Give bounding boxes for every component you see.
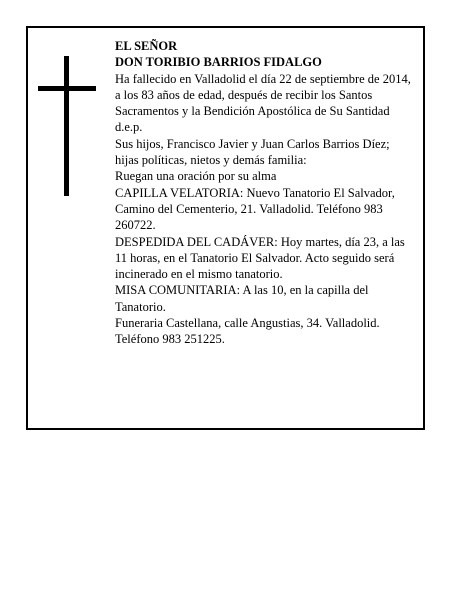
- funeral-farewell-paragraph: DESPEDIDA DEL CADÁVER: Hoy martes, día 23, a las 11 horas, en el Tanatorio El Salvador. Acto seguido será incinerado en el mismo tanatorio.: [115, 234, 405, 282]
- wake-chapel-paragraph: CAPILLA VELATORIA: Nuevo Tanatorio El Salvador, Camino del Cementerio, 21. Valladolid. Teléfono 983 260722.: [115, 185, 395, 233]
- dep-line: d.e.p.: [115, 120, 143, 135]
- title-line-1: EL SEÑOR: [115, 39, 178, 53]
- cross-icon: [38, 56, 98, 196]
- notice-text-block: [115, 38, 415, 348]
- deceased-name: DON TORIBIO BARRIOS FIDALGO: [115, 55, 322, 70]
- prayer-request-line: Ruegan una oración por su alma: [115, 169, 277, 184]
- death-announcement-paragraph: Ha fallecido en Valladolid el día 22 de septiembre de 2014, a los 83 años de edad, después de recibir los Santos Sacramentos y la Bendición Apostólica de Su Santidad: [115, 71, 411, 119]
- obituary-notice: [26, 26, 425, 430]
- family-paragraph: Sus hijos, Francisco Javier y Juan Carlos Barrios Díez; hijas políticas, nietos y demás familia:: [115, 136, 390, 168]
- cross-horizontal-bar: [38, 86, 96, 91]
- community-mass-paragraph: MISA COMUNITARIA: A las 10, en la capilla del Tanatorio.: [115, 283, 369, 314]
- funeral-home-paragraph: Funeraria Castellana, calle Angustias, 34. Valladolid. Teléfono 983 251225.: [115, 316, 380, 347]
- cross-vertical-bar: [64, 56, 69, 196]
